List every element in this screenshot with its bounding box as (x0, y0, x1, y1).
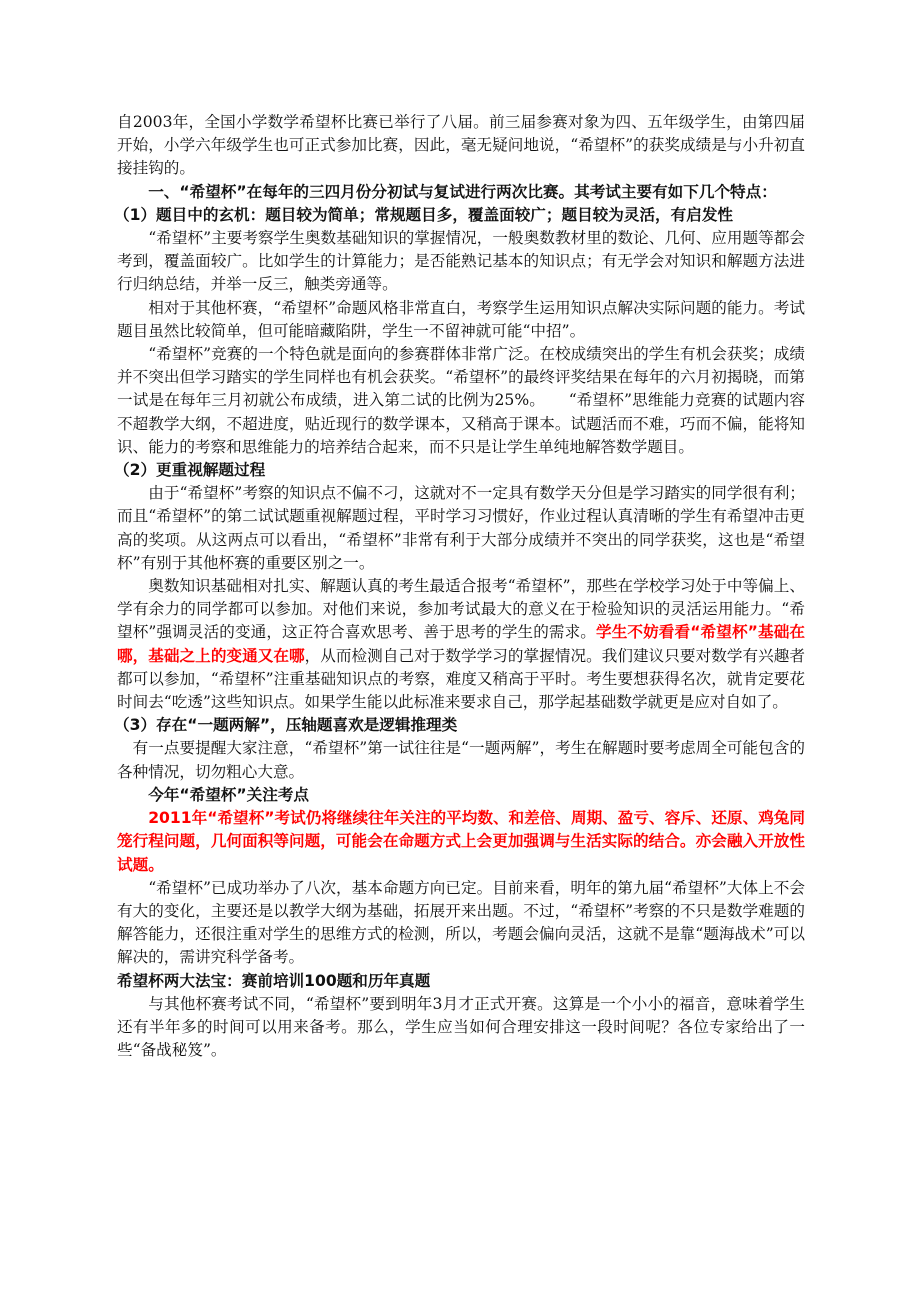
section1-heading: 一、“希望杯”在每年的三四月份分初试与复试进行两次比赛。其考试主要有如下几个特点： (148, 182, 777, 201)
sub3-heading: （3）存在“一题两解”，压轴题喜欢是逻辑推理类 (114, 716, 458, 735)
focus-heading: 今年“希望杯”关注考点 (148, 785, 310, 804)
sub2-paragraph-2 (117, 575, 805, 714)
sub2-highlight: 学生不妨看看“希望杯”基础在哪，基础之上的变通又在哪 (117, 623, 805, 665)
sub2-heading: （2）更重视解题过程 (114, 461, 266, 480)
treasure-heading: 希望杯两大法宝：赛前培训100题和历年真题 (117, 971, 431, 990)
focus-paragraph: “希望杯”已成功举办了八次，基本命题方向已定。目前来看，明年的第九届“希望杯”大体上不会有大的变化，主要还是以教学大纲为基础，拓展开来出题。不过，“希望杯”考察的不只是数学难题的解答能力，还很注重对学生的思维方式的检测，所以，考题会偏向灵活，这就不是靠“题海战术”可以解决的，需讲究科学备考。 (117, 878, 805, 967)
sub3-paragraph: 有一点要提醒大家注意，“希望杯”第一试往往是“一题两解”，考生在解题时要考虑周全可能包含的各种情况，切勿粗心大意。 (117, 739, 805, 781)
sub1-paragraph-2: 相对于其他杯赛，“希望杯”命题风格非常直白，考察学生运用知识点解决实际问题的能力。考试题目虽然比较简单，但可能暗藏陷阱，学生一不留神就可能“中招”。 (117, 298, 805, 340)
focus-highlight: 2011年“希望杯”考试仍将继续往年关注的平均数、和差倍、周期、盈亏、容斥、还原、鸡兔同笼行程问题，几何面积等问题，可能会在命题方式上会更加强调与生活实际的结合。亦会融入开放性试题。 (117, 809, 805, 874)
treasure-paragraph: 与其他杯赛考试不同，“希望杯”要到明年3月才正式开赛。这算是一个小小的福音，意味着学生还有半年多的时间可以用来备考。那么，学生应当如何合理安排这一段时间呢？各位专家给出了一些“备战秘笈”。 (117, 994, 805, 1060)
sub2-paragraph-2-before: 奥数知识基础相对扎实、解题认真的考生最适合报考“希望杯”，那些在学校学习处于中等偏上、学有余力的同学都可以参加。对他们来说，参加考试最大的意义在于检验知识的灵活运用能力。“希望杯”强调灵活的变通，这正符合喜欢思考、善于思考的学生的需求。 (117, 577, 805, 642)
sub1-paragraph-3: “希望杯”竞赛的一个特色就是面向的参赛群体非常广泛。在校成绩突出的学生有机会获奖；成绩并不突出但学习踏实的学生同样也有机会获奖。“希望杯”的最终评奖结果在每年的六月初揭晓，而第一试是在每年三月初就公布成绩，进入第二试的比例为25%。 “希望杯”思维能力竞赛的试题内容不超教学大纲，不超进度，贴近现行的数学课本，又稍高于课本。试题活而不难，巧而不偏，能将知识、能力的考察和思维能力的培养结合起来，而不只是让学生单纯地解答数学题目。 (117, 345, 805, 456)
sub2-paragraph-2-after: ，从而检测自己对于数学学习的掌握情况。我们建议只要对数学有兴趣者都可以参加，“希望杯”注重基础知识点的考察，难度又稍高于平时。考生要想获得名次，就肯定要花时间去“吃透”这些知识点。如果学生能以此标准来要求自己，那学起基础数学就更是应对自如了。 (117, 646, 805, 712)
document-page (114, 111, 805, 1062)
sub2-paragraph-1: 由于“希望杯”考察的知识点不偏不刁，这就对不一定具有数学天分但是学习踏实的同学很有利；而且“希望杯”的第二试试题重视解题过程，平时学习习惯好，作业过程认真清晰的学生有希望冲击更高的奖项。从这两点可以看出，“希望杯”非常有利于大部分成绩并不突出的同学获奖，这也是“希望杯”有别于其他杯赛的重要区别之一。 (117, 484, 805, 572)
sub1-heading: （1）题目中的玄机：题目较为简单；常规题目多，覆盖面较广；题目较为灵活，有启发性 (114, 205, 734, 224)
sub1-paragraph-1: “希望杯”主要考察学生奥数基础知识的掌握情况，一般奥数教材里的数论、几何、应用题等都会考到，覆盖面较广。比如学生的计算能力；是否能熟记基本的知识点；有无学会对知识和解题方法进行归纳总结，并举一反三，触类旁通等。 (117, 229, 805, 294)
intro-paragraph: 自2003年，全国小学数学希望杯比赛已举行了八届。前三届参赛对象为四、五年级学生，由第四届开始，小学六年级学生也可正式参加比赛，因此，毫无疑问地说，“希望杯”的获奖成绩是与小升初直接挂钩的。 (117, 113, 805, 178)
